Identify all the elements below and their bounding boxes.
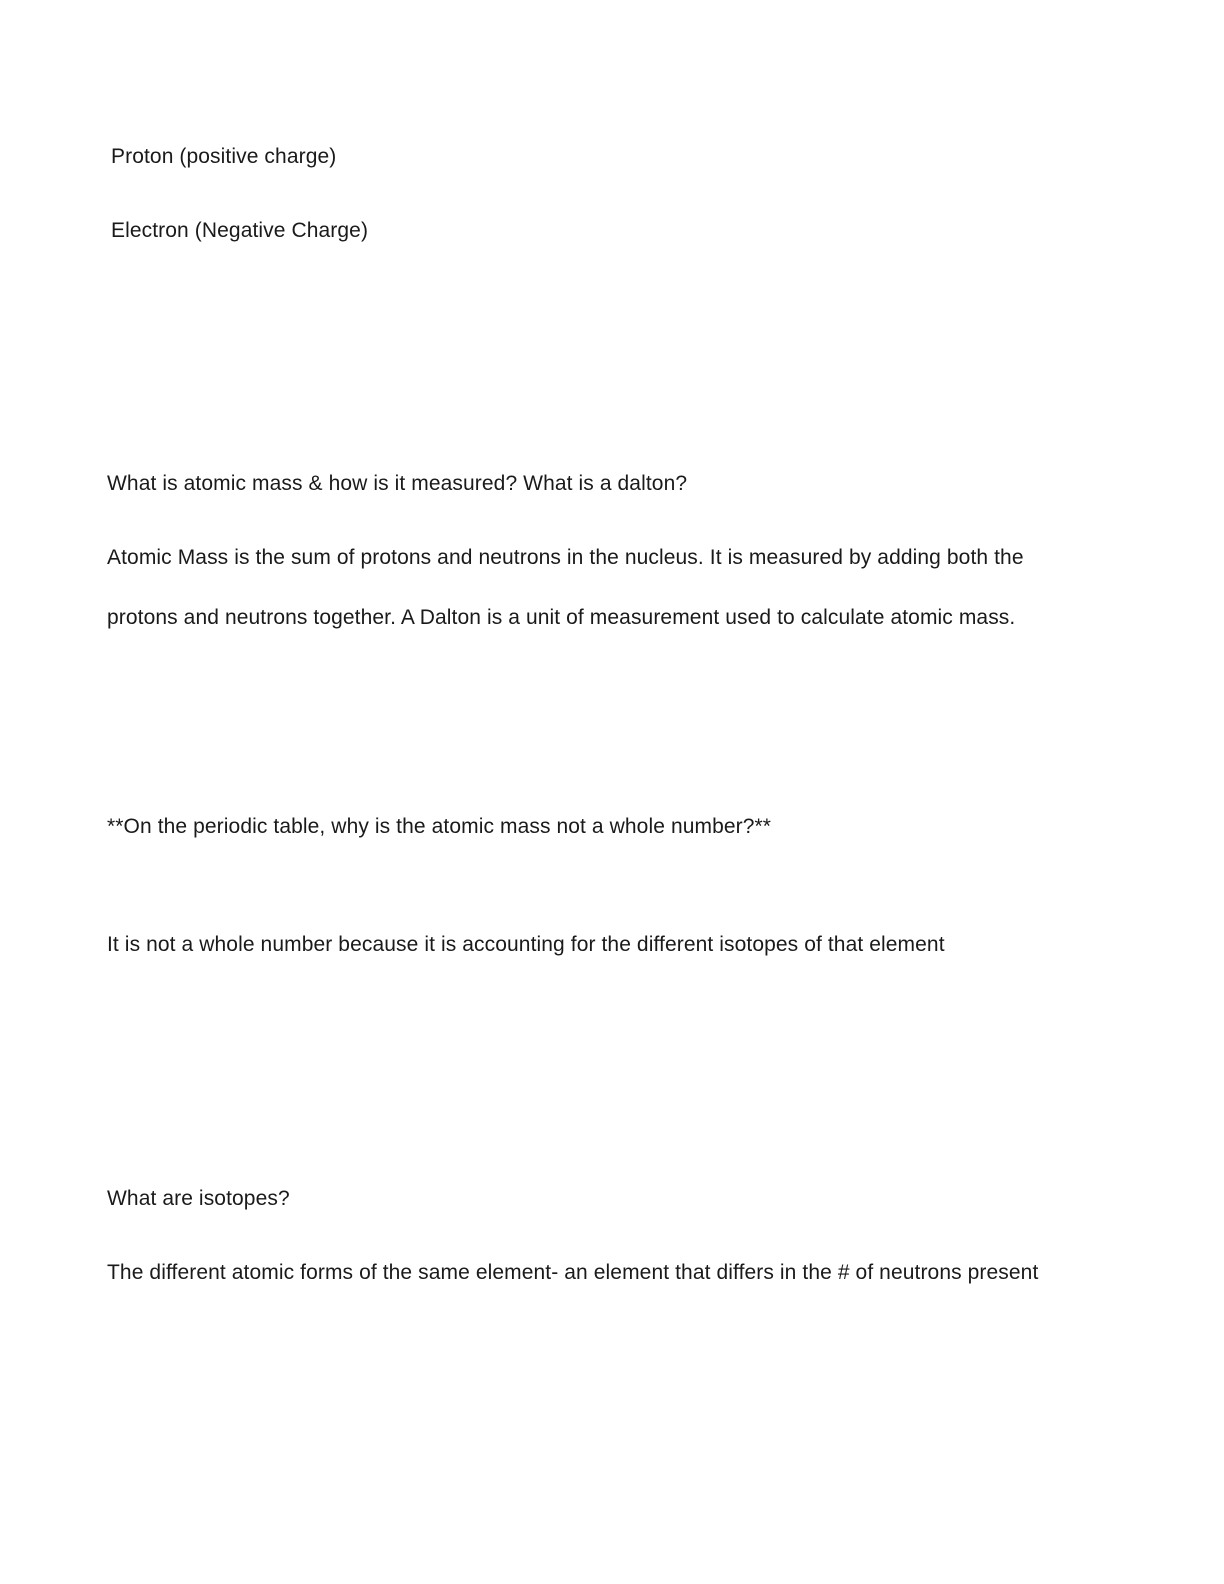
question-isotopes: What are isotopes? — [107, 1187, 290, 1210]
list-item-electron: Electron (Negative Charge) — [111, 219, 369, 242]
answer-atomic-mass-line-2: protons and neutrons together. A Dalton is a unit of measurement used to calculate atomic mass. — [107, 606, 1016, 629]
answer-periodic-table: It is not a whole number because it is accounting for the different isotopes of that element — [107, 933, 945, 956]
question-atomic-mass: What is atomic mass & how is it measured? What is a dalton? — [107, 472, 688, 495]
list-item-proton: Proton (positive charge) — [111, 145, 337, 168]
answer-atomic-mass-line-1: Atomic Mass is the sum of protons and neutrons in the nucleus. It is measured by adding both the — [107, 546, 1024, 569]
question-periodic-table: **On the periodic table, why is the atomic mass not a whole number?** — [107, 815, 772, 838]
answer-isotopes: The different atomic forms of the same element- an element that differs in the # of neutrons present — [107, 1261, 1039, 1284]
